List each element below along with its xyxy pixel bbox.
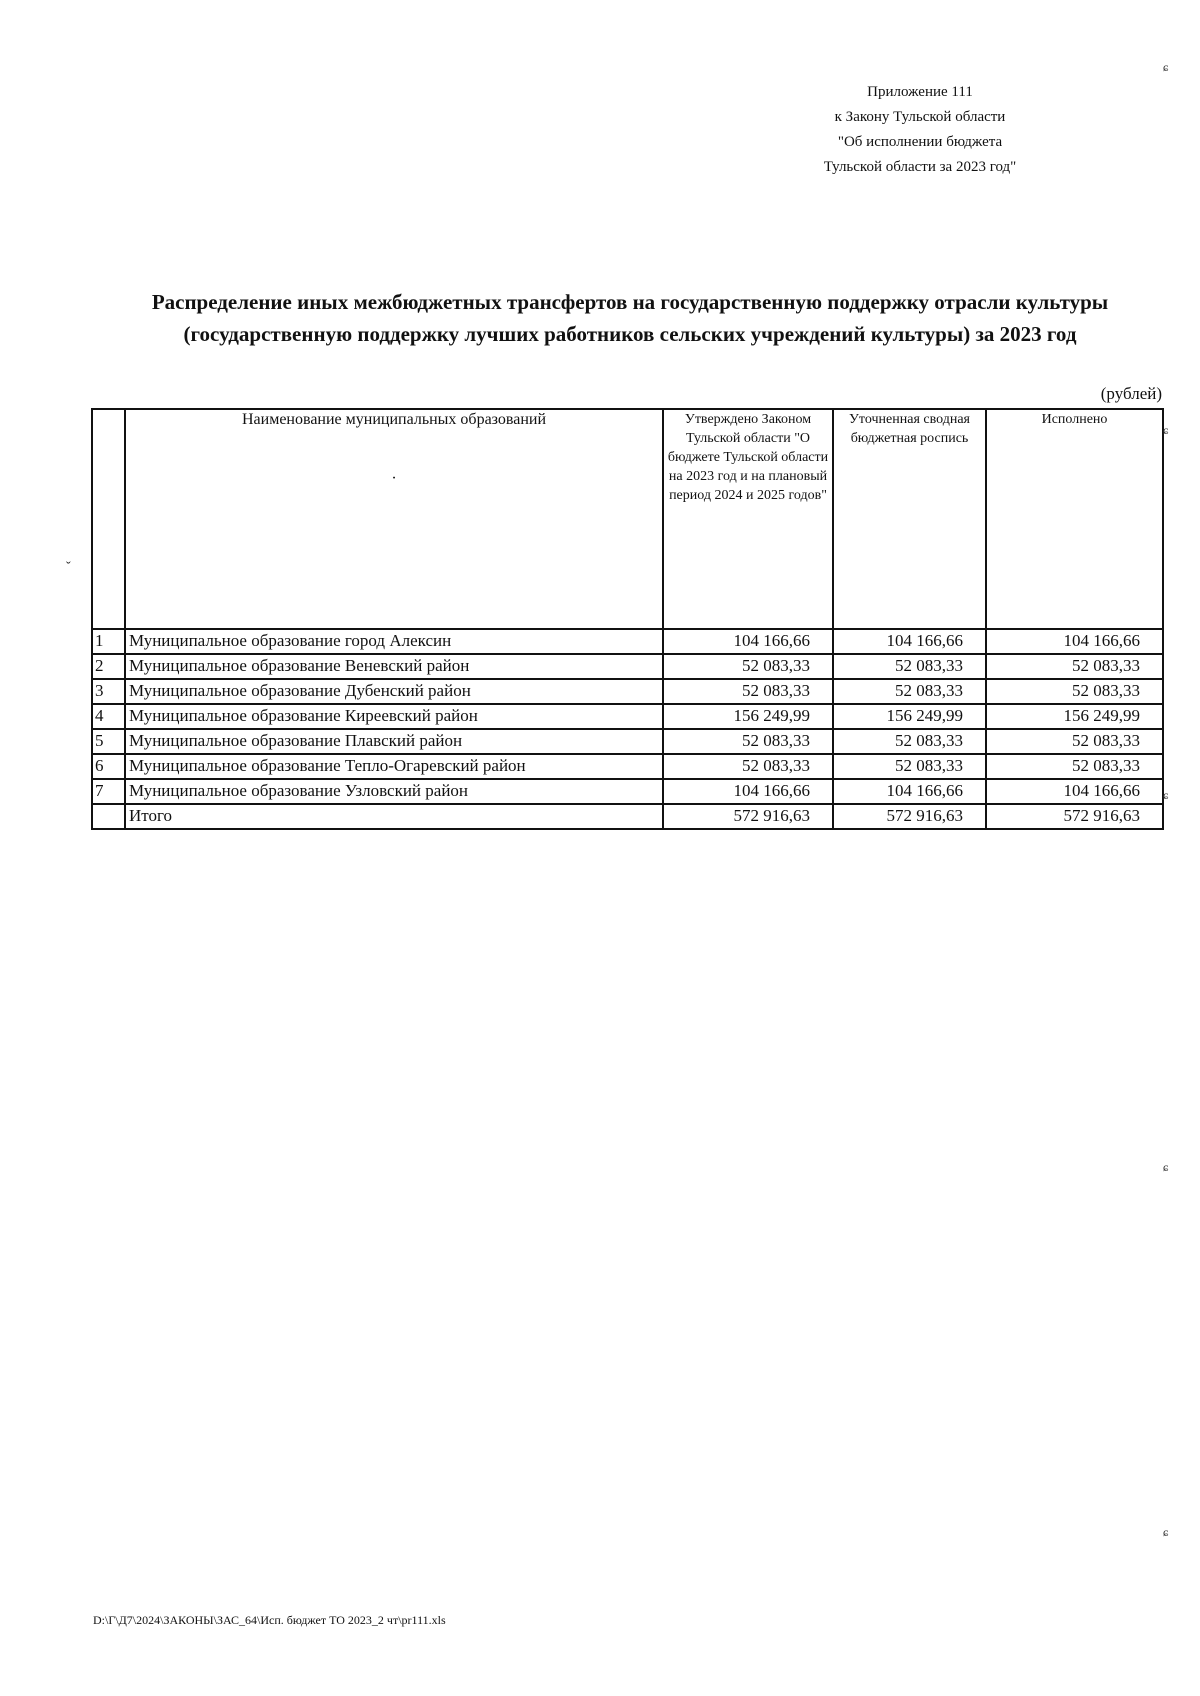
row-refined: 52 083,33 — [833, 679, 986, 704]
row-refined: 52 083,33 — [833, 729, 986, 754]
header-number-cell — [92, 409, 125, 629]
row-executed: 104 166,66 — [986, 629, 1163, 654]
row-name: Муниципальное образование Плавский район — [125, 729, 663, 754]
appendix-line: "Об исполнении бюджета — [837, 134, 1003, 150]
appendix-line: к Закону Тульской области — [834, 109, 1006, 125]
row-refined: 156 249,99 — [833, 704, 986, 729]
total-row — [92, 804, 1163, 829]
row-approved: 156 249,99 — [663, 704, 833, 729]
table-row — [92, 629, 1163, 654]
row-refined: 52 083,33 — [833, 754, 986, 779]
row-number: 6 — [92, 754, 125, 779]
row-number: 4 — [92, 704, 125, 729]
appendix-block — [770, 80, 1070, 180]
row-number: 3 — [92, 679, 125, 704]
total-executed: 572 916,63 — [986, 804, 1163, 829]
row-name: Муниципальное образование Веневский район — [125, 654, 663, 679]
row-name: Муниципальное образование Киреевский район — [125, 704, 663, 729]
row-number: 5 — [92, 729, 125, 754]
row-name: Муниципальное образование город Алексин — [125, 629, 663, 654]
total-approved: 572 916,63 — [663, 804, 833, 829]
row-name: Муниципальное образование Дубенский район — [125, 679, 663, 704]
row-number: 7 — [92, 779, 125, 804]
row-executed: 52 083,33 — [986, 729, 1163, 754]
row-refined: 52 083,33 — [833, 654, 986, 679]
scan-mark-icon: ɕ — [1163, 423, 1169, 437]
header-approved: Утверждено Законом Тульской области "О бюджете Тульской области на 2023 год и на плановый период 2024 и 2025 годов" — [663, 409, 833, 629]
header-executed: Исполнено — [986, 409, 1163, 629]
row-executed: 156 249,99 — [986, 704, 1163, 729]
row-name: Муниципальное образование Узловский район — [125, 779, 663, 804]
table-row — [92, 754, 1163, 779]
table-row — [92, 679, 1163, 704]
row-approved: 52 083,33 — [663, 754, 833, 779]
row-approved: 104 166,66 — [663, 629, 833, 654]
scan-mark-icon: ɕ — [1163, 788, 1169, 802]
header-refined: Уточненная сводная бюджетная роспись — [833, 409, 986, 629]
document-title — [90, 286, 1170, 350]
total-label: Итого — [125, 804, 663, 829]
scan-mark-icon: ɕ — [1163, 1160, 1169, 1174]
scan-mark-icon: ɕ — [1163, 60, 1169, 74]
file-path-footer: D:\Г\Д7\2024\ЗАКОНЫ\ЗАС_64\Исп. бюджет ТО 2023_2 чт\pr111.xls — [93, 1613, 446, 1627]
row-executed: 104 166,66 — [986, 779, 1163, 804]
transfers-table — [91, 408, 1164, 830]
title-line: Распределение иных межбюджетных трансфертов на государственную поддержку отрасли культуры — [151, 290, 1109, 314]
appendix-line: Приложение 111 — [867, 84, 973, 100]
header-name-text: Наименование муниципальных образований — [241, 411, 547, 428]
row-approved: 52 083,33 — [663, 729, 833, 754]
scan-mark-icon: ɕ — [1163, 1525, 1169, 1539]
row-approved: 104 166,66 — [663, 779, 833, 804]
unit-label: (рублей) — [1100, 384, 1162, 403]
row-approved: 52 083,33 — [663, 654, 833, 679]
table-row — [92, 779, 1163, 804]
row-executed: 52 083,33 — [986, 654, 1163, 679]
row-refined: 104 166,66 — [833, 629, 986, 654]
table-row — [92, 654, 1163, 679]
header-name — [125, 409, 663, 629]
row-executed: 52 083,33 — [986, 754, 1163, 779]
row-executed: 52 083,33 — [986, 679, 1163, 704]
scan-tick-mark: ˇ — [66, 560, 71, 575]
row-approved: 52 083,33 — [663, 679, 833, 704]
table-row — [92, 704, 1163, 729]
table-row — [92, 729, 1163, 754]
row-name: Муниципальное образование Тепло-Огаревский район — [125, 754, 663, 779]
total-refined: 572 916,63 — [833, 804, 986, 829]
table-header-row — [92, 409, 1163, 629]
row-refined: 104 166,66 — [833, 779, 986, 804]
appendix-line: Тульской области за 2023 год" — [823, 159, 1017, 175]
row-number: 2 — [92, 654, 125, 679]
row-number: 1 — [92, 629, 125, 654]
stray-dot: · — [391, 470, 397, 487]
title-line: (государственную поддержку лучших работников сельских учреждений культуры) за 2023 год — [183, 322, 1077, 346]
total-number-cell — [92, 804, 125, 829]
